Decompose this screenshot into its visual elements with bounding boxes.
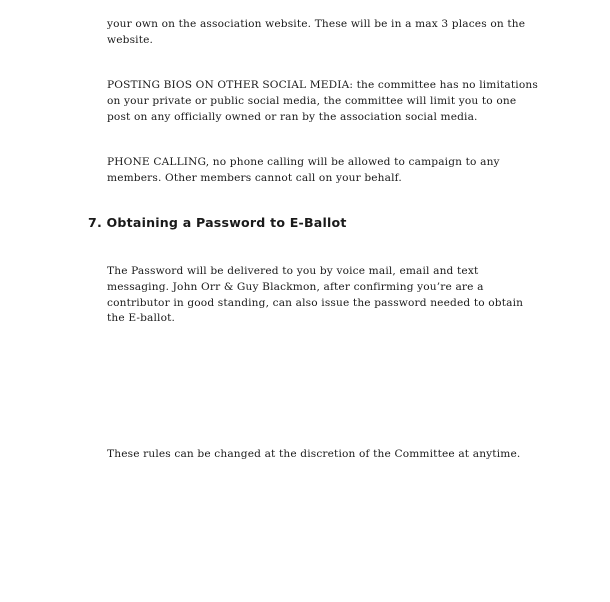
paragraph-line: the E-ballot. xyxy=(107,312,176,325)
phone-calling-paragraph xyxy=(107,155,522,187)
paragraph-line: website. xyxy=(107,33,154,46)
paragraph-line: contributor in good standing, can also issue the password needed to obtain xyxy=(107,296,524,309)
social-media-paragraph xyxy=(107,78,538,125)
password-paragraph xyxy=(107,264,522,327)
paragraph-line: The Password will be delivered to you by voice mail, email and text xyxy=(107,265,479,277)
paragraph-line: post on any officially owned or ran by the association social media. xyxy=(107,110,478,123)
closing-paragraph xyxy=(107,447,522,463)
intro-paragraph xyxy=(107,17,526,49)
paragraph-line: These rules can be changed at the discretion of the Committee at anytime. xyxy=(107,448,521,460)
paragraph-line: PHONE CALLING, no phone calling will be allowed to campaign to any xyxy=(107,156,500,168)
paragraph-line: on your private or public social media, the committee will limit you to one xyxy=(107,94,517,107)
paragraph-line: POSTING BIOS ON OTHER SOCIAL MEDIA: the committee has no limitations xyxy=(107,79,538,91)
paragraph-line: messaging. John Orr & Guy Blackmon, after confirming you’re are a xyxy=(107,280,484,293)
section-heading: 7. Obtaining a Password to E-Ballot xyxy=(88,215,347,230)
paragraph-line: members. Other members cannot call on your behalf. xyxy=(107,171,402,184)
paragraph-line: your own on the association website. These will be in a max 3 places on the xyxy=(107,18,526,30)
